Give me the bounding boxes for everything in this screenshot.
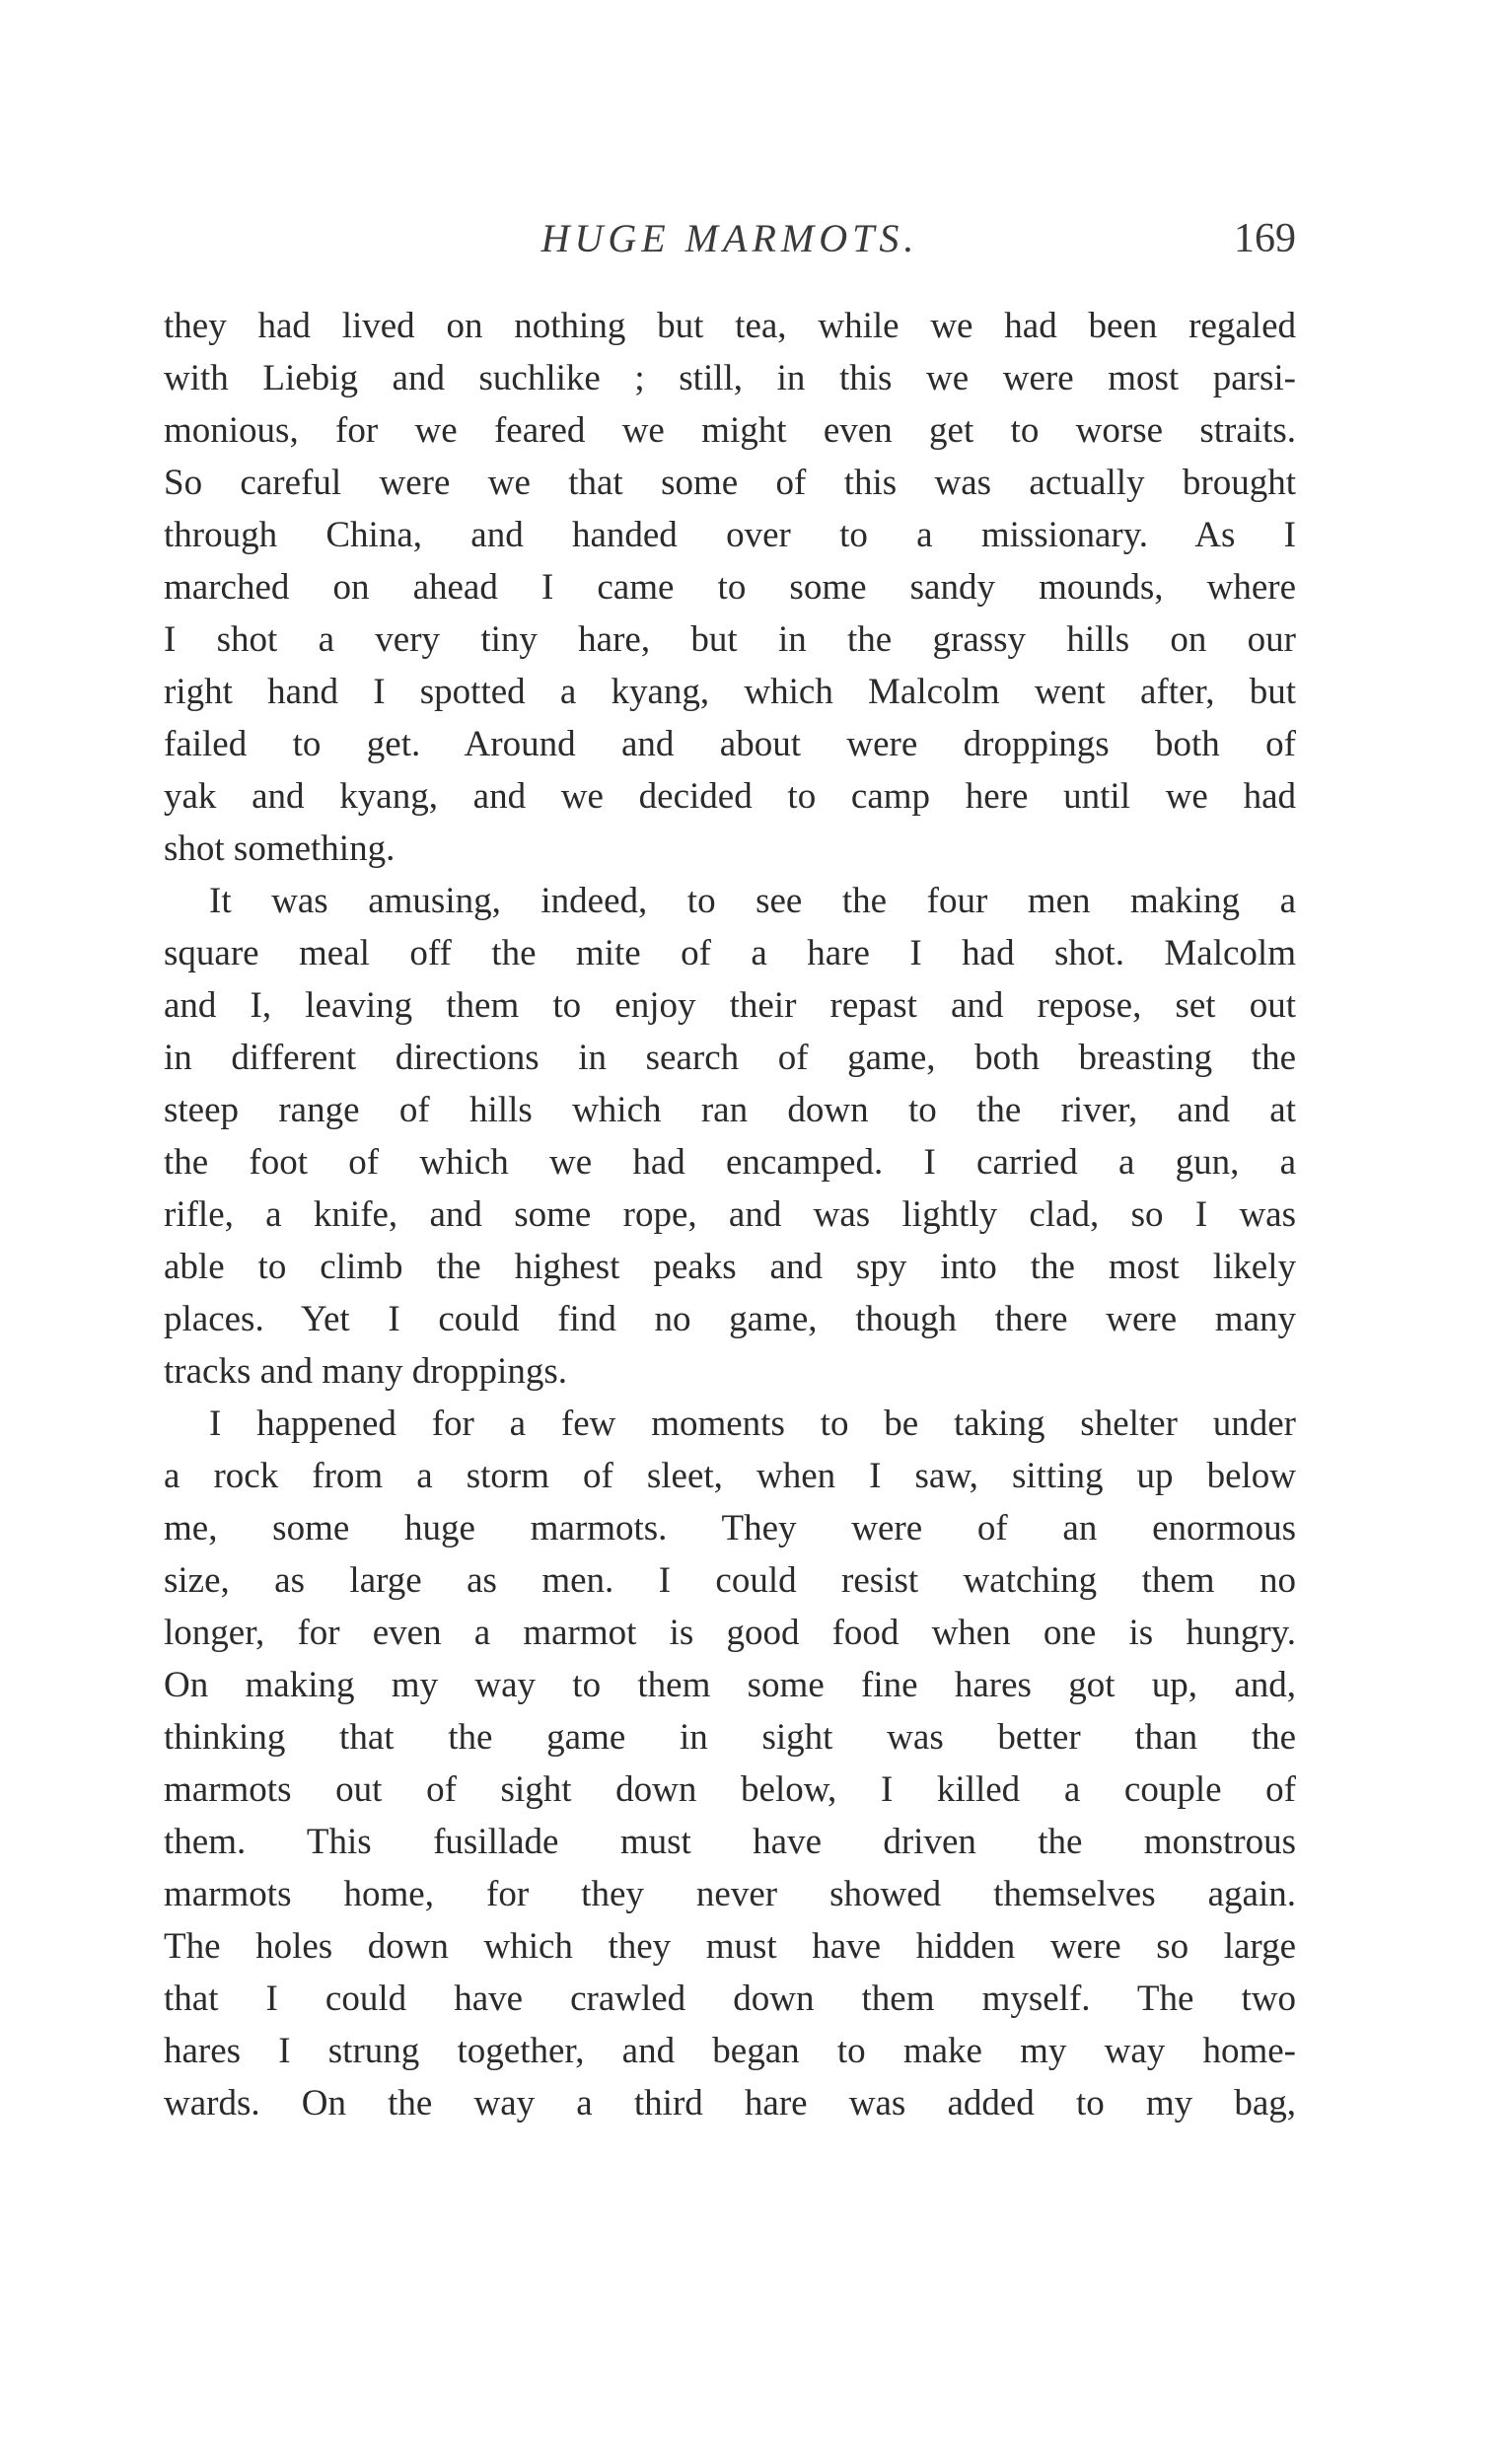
running-head [164, 209, 1296, 268]
paragraph-3 [164, 1398, 1296, 2129]
text-line: and I, leaving them to enjoy their repast and repose, set out [164, 985, 1296, 1026]
text-line: places. Yet I could find no game, though there were many [164, 1299, 1296, 1339]
text-line: thinking that the game in sight was better than the [164, 1717, 1296, 1758]
text-line: marmots out of sight down below, I killed a couple of [164, 1769, 1296, 1810]
text-line: marmots home, for they never showed themselves again. [164, 1874, 1296, 1914]
text-line: I shot a very tiny hare, but in the grassy hills on our [164, 619, 1296, 660]
text-line: So careful were we that some of this was actually brought [164, 463, 1296, 503]
text-line: right hand I spotted a kyang, which Malcolm went after, but [164, 672, 1296, 712]
text-line: me, some huge marmots. They were of an enormous [164, 1508, 1296, 1548]
body-text [164, 300, 1296, 2129]
text-line: the foot of which we had encamped. I carried a gun, a [164, 1142, 1296, 1183]
text-line: a rock from a storm of sleet, when I saw, sitting up below [164, 1456, 1296, 1496]
text-line: with Liebig and suchlike ; still, in this we were most parsi- [164, 358, 1296, 398]
text-line: rifle, a knife, and some rope, and was lightly clad, so I was [164, 1194, 1296, 1235]
text-line: size, as large as men. I could resist watching them no [164, 1560, 1296, 1601]
paragraph-2 [164, 875, 1296, 1398]
text-line: tracks and many droppings. [164, 1351, 567, 1392]
text-line: failed to get. Around and about were droppings both of [164, 724, 1296, 764]
text-line: monious, for we feared we might even get to worse straits. [164, 410, 1296, 451]
page-number: 169 [1234, 216, 1296, 261]
text-line: On making my way to them some fine hares got up, and, [164, 1665, 1296, 1705]
text-line: square meal off the mite of a hare I had shot. Malcolm [164, 933, 1296, 973]
text-line: them. This fusillade must have driven the monstrous [164, 1822, 1296, 1862]
text-line: yak and kyang, and we decided to camp here until we had [164, 776, 1296, 817]
text-line: they had lived on nothing but tea, while we had been regaled [164, 306, 1296, 346]
running-title: HUGE MARMOTS. [540, 216, 919, 260]
text-line: steep range of hills which ran down to the river, and at [164, 1090, 1296, 1130]
text-line: marched on ahead I came to some sandy mounds, where [164, 567, 1296, 608]
text-line: hares I strung together, and began to make my way home- [164, 2031, 1296, 2071]
text-line: wards. On the way a third hare was added to my bag, [164, 2083, 1296, 2123]
paragraph-1 [164, 300, 1296, 875]
text-line: longer, for even a marmot is good food when one is hungry. [164, 1613, 1296, 1653]
text-line: able to climb the highest peaks and spy into the most likely [164, 1247, 1296, 1287]
text-line: through China, and handed over to a missionary. As I [164, 515, 1296, 555]
text-line: shot something. [164, 828, 396, 869]
text-line: I happened for a few moments to be taking shelter under [209, 1403, 1296, 1444]
text-line: It was amusing, indeed, to see the four men making a [209, 881, 1296, 921]
text-line: in different directions in search of game, both breasting the [164, 1038, 1296, 1078]
text-line: The holes down which they must have hidden were so large [164, 1926, 1296, 1967]
text-line: that I could have crawled down them myself. The two [164, 1979, 1296, 2019]
